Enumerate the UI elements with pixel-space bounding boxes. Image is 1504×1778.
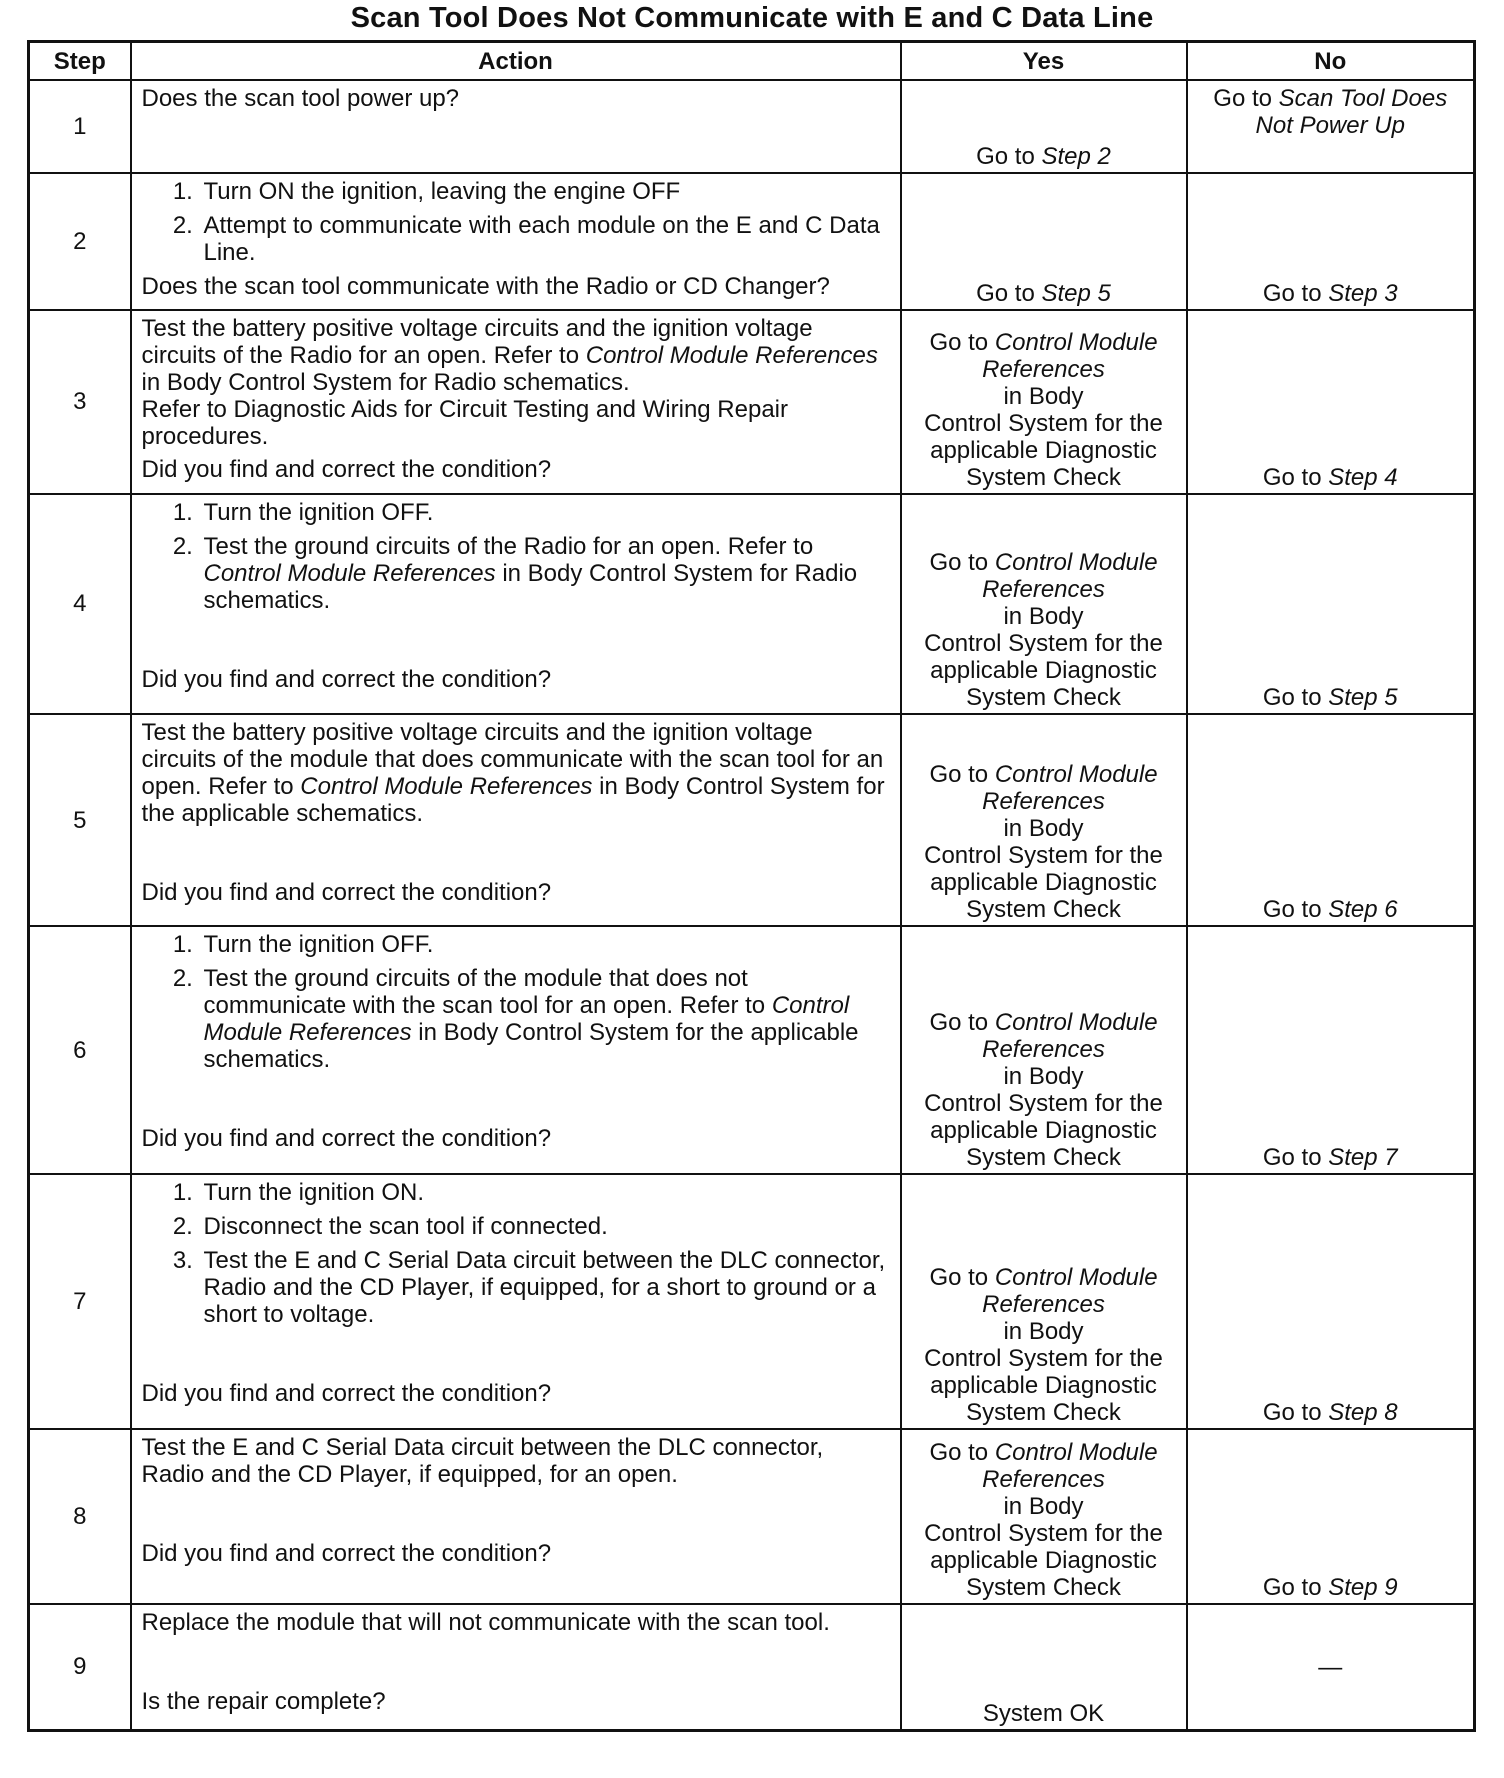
table-row: [29, 494, 1475, 714]
list-item: 2. Test the ground circuits of the module that does not communicate with the scan tool for an open. Refer to Control Module References in Body Control System for the applicable schematics.: [200, 965, 890, 1073]
reference-link[interactable]: Control Module: [994, 328, 1158, 356]
step-number: 8: [29, 1429, 131, 1604]
action-question: Did you find and correct the condition?: [141, 665, 552, 693]
action-text: Replace the module that will not communicate with the scan tool.: [141, 1608, 830, 1636]
list-item: 3. Test the E and C Serial Data circuit between the DLC connector, Radio and the CD Player, if equipped, for a short to ground or a short to voltage.: [200, 1247, 890, 1328]
step-link[interactable]: Step 5: [1328, 684, 1398, 712]
action-text: Test the E and C Serial Data circuit between the DLC connector, Radio and the CD Player, if equipped, for an open.: [141, 1433, 824, 1488]
step-number: 7: [29, 1174, 131, 1429]
yes-cell: Go to Step 5: [901, 173, 1187, 310]
reference-link[interactable]: Control Module References: [203, 559, 496, 587]
action-list: [142, 1179, 890, 1328]
header-no: No: [1187, 42, 1475, 81]
reference-link[interactable]: Control Module: [994, 1263, 1158, 1291]
step-number: 5: [29, 714, 131, 926]
list-item: 1. Turn the ignition OFF.: [200, 499, 890, 526]
step-link[interactable]: Step 9: [1328, 1573, 1398, 1601]
step-number: 4: [29, 494, 131, 714]
action-note: Refer to Diagnostic Aids for Circuit Testing and Wiring Repair procedures.: [141, 395, 788, 450]
yes-cell: System OK: [901, 1604, 1187, 1731]
list-item: 1. Turn the ignition ON.: [200, 1179, 890, 1206]
step-link[interactable]: Step 2: [1041, 142, 1111, 170]
reference-link[interactable]: Control Module: [994, 549, 1158, 577]
no-cell: Go to Step 9: [1187, 1429, 1475, 1604]
yes-cell: Go to Control Module References in Body Control System for the applicable Diagnostic System Check: [901, 1429, 1187, 1604]
table-row: [29, 1429, 1475, 1604]
action-question: Is the repair complete?: [141, 1687, 386, 1715]
table-row: [29, 173, 1475, 310]
step-link[interactable]: Step 7: [1328, 1143, 1398, 1171]
action-cell: [131, 173, 901, 310]
page-title: Scan Tool Does Not Communicate with E and C Data Line: [350, 2, 1154, 34]
step-number: 1: [29, 80, 131, 173]
action-question: Did you find and correct the condition?: [141, 455, 552, 483]
yes-cell: Go to Control Module References in Body Control System for the applicable Diagnostic System Check: [901, 926, 1187, 1174]
step-number: 2: [29, 173, 131, 310]
no-cell: Go to Scan Tool Does Not Power Up: [1187, 80, 1475, 173]
table-row: [29, 714, 1475, 926]
reference-link[interactable]: Control Module References: [585, 341, 878, 369]
step-number: 3: [29, 310, 131, 494]
action-cell: [131, 310, 901, 494]
no-cell: Go to Step 4: [1187, 310, 1475, 494]
reference-link[interactable]: Control Module: [994, 1008, 1158, 1036]
yes-cell: Go to Control Module References in Body Control System for the applicable Diagnostic System Check: [901, 1174, 1187, 1429]
step-link[interactable]: Step 5: [1041, 279, 1111, 307]
table-header-row: [29, 42, 1475, 81]
action-cell: [131, 926, 901, 1174]
step-number: 9: [29, 1604, 131, 1731]
action-question: Did you find and correct the condition?: [141, 1379, 552, 1407]
action-question: Does the scan tool communicate with the Radio or CD Changer?: [141, 272, 830, 300]
step-link[interactable]: Step 8: [1328, 1398, 1398, 1426]
no-cell: Go to Step 5: [1187, 494, 1475, 714]
list-item: 1. Turn the ignition OFF.: [200, 931, 890, 958]
table-row: [29, 310, 1475, 494]
step-link[interactable]: Step 6: [1328, 896, 1398, 924]
action-question: Did you find and correct the condition?: [141, 1539, 552, 1567]
reference-link[interactable]: Control Module: [994, 1438, 1158, 1466]
yes-cell: Go to Control Module References in Body Control System for the applicable Diagnostic System Check: [901, 494, 1187, 714]
action-cell: [131, 714, 901, 926]
step-number: 6: [29, 926, 131, 1174]
header-action: Action: [131, 42, 901, 81]
table-row: [29, 1604, 1475, 1731]
header-step: Step: [29, 42, 131, 81]
header-yes: Yes: [901, 42, 1187, 81]
list-item: 2. Test the ground circuits of the Radio for an open. Refer to Control Module References in Body Control System for Radio schematics.: [200, 533, 890, 614]
action-cell: [131, 1604, 901, 1731]
action-list: [142, 178, 890, 266]
action-cell: [131, 80, 901, 173]
action-list: [142, 499, 890, 614]
action-cell: [131, 1174, 901, 1429]
list-item: 2. Attempt to communicate with each module on the E and C Data Line.: [200, 212, 890, 266]
action-text: Test the battery positive voltage circuits and the ignition voltage circuits of the Radio for an open. Refer to Control Module References in Body Control System for Radio schematics.: [141, 314, 878, 396]
action-question: Did you find and correct the condition?: [141, 1125, 552, 1153]
list-item: 2. Disconnect the scan tool if connected.: [200, 1213, 890, 1240]
table-row: [29, 80, 1475, 173]
no-cell: —: [1187, 1604, 1475, 1731]
yes-cell: Go to Step 2: [901, 80, 1187, 173]
no-cell: Go to Step 6: [1187, 714, 1475, 926]
table-row: [29, 926, 1475, 1174]
reference-link[interactable]: Control Module References: [203, 992, 850, 1047]
action-question: Did you find and correct the condition?: [141, 879, 552, 907]
action-question: Does the scan tool power up?: [141, 85, 460, 113]
step-link[interactable]: Scan Tool Does Not Power Up: [1255, 85, 1448, 140]
reference-link[interactable]: Control Module: [994, 761, 1158, 789]
action-cell: [131, 1429, 901, 1604]
step-link[interactable]: Step 3: [1328, 279, 1398, 307]
action-list: [142, 931, 890, 1073]
list-item: 1. Turn ON the ignition, leaving the engine OFF: [200, 178, 890, 205]
no-cell: Go to Step 7: [1187, 926, 1475, 1174]
action-text: Test the battery positive voltage circuits and the ignition voltage circuits of the module that does communicate with the scan tool for an open. Refer to Control Module References in Body Control System for the applicable schematics.: [141, 719, 885, 828]
yes-cell: Go to Control Module References in Body Control System for the applicable Diagnostic System Check: [901, 310, 1187, 494]
table-row: [29, 1174, 1475, 1429]
no-cell: Go to Step 8: [1187, 1174, 1475, 1429]
step-link[interactable]: Step 4: [1328, 463, 1398, 491]
no-cell: Go to Step 3: [1187, 173, 1475, 310]
reference-link[interactable]: Control Module References: [300, 773, 593, 801]
yes-cell: Go to Control Module References in Body Control System for the applicable Diagnostic System Check: [901, 714, 1187, 926]
diagnostic-table: [27, 40, 1476, 1732]
action-cell: [131, 494, 901, 714]
